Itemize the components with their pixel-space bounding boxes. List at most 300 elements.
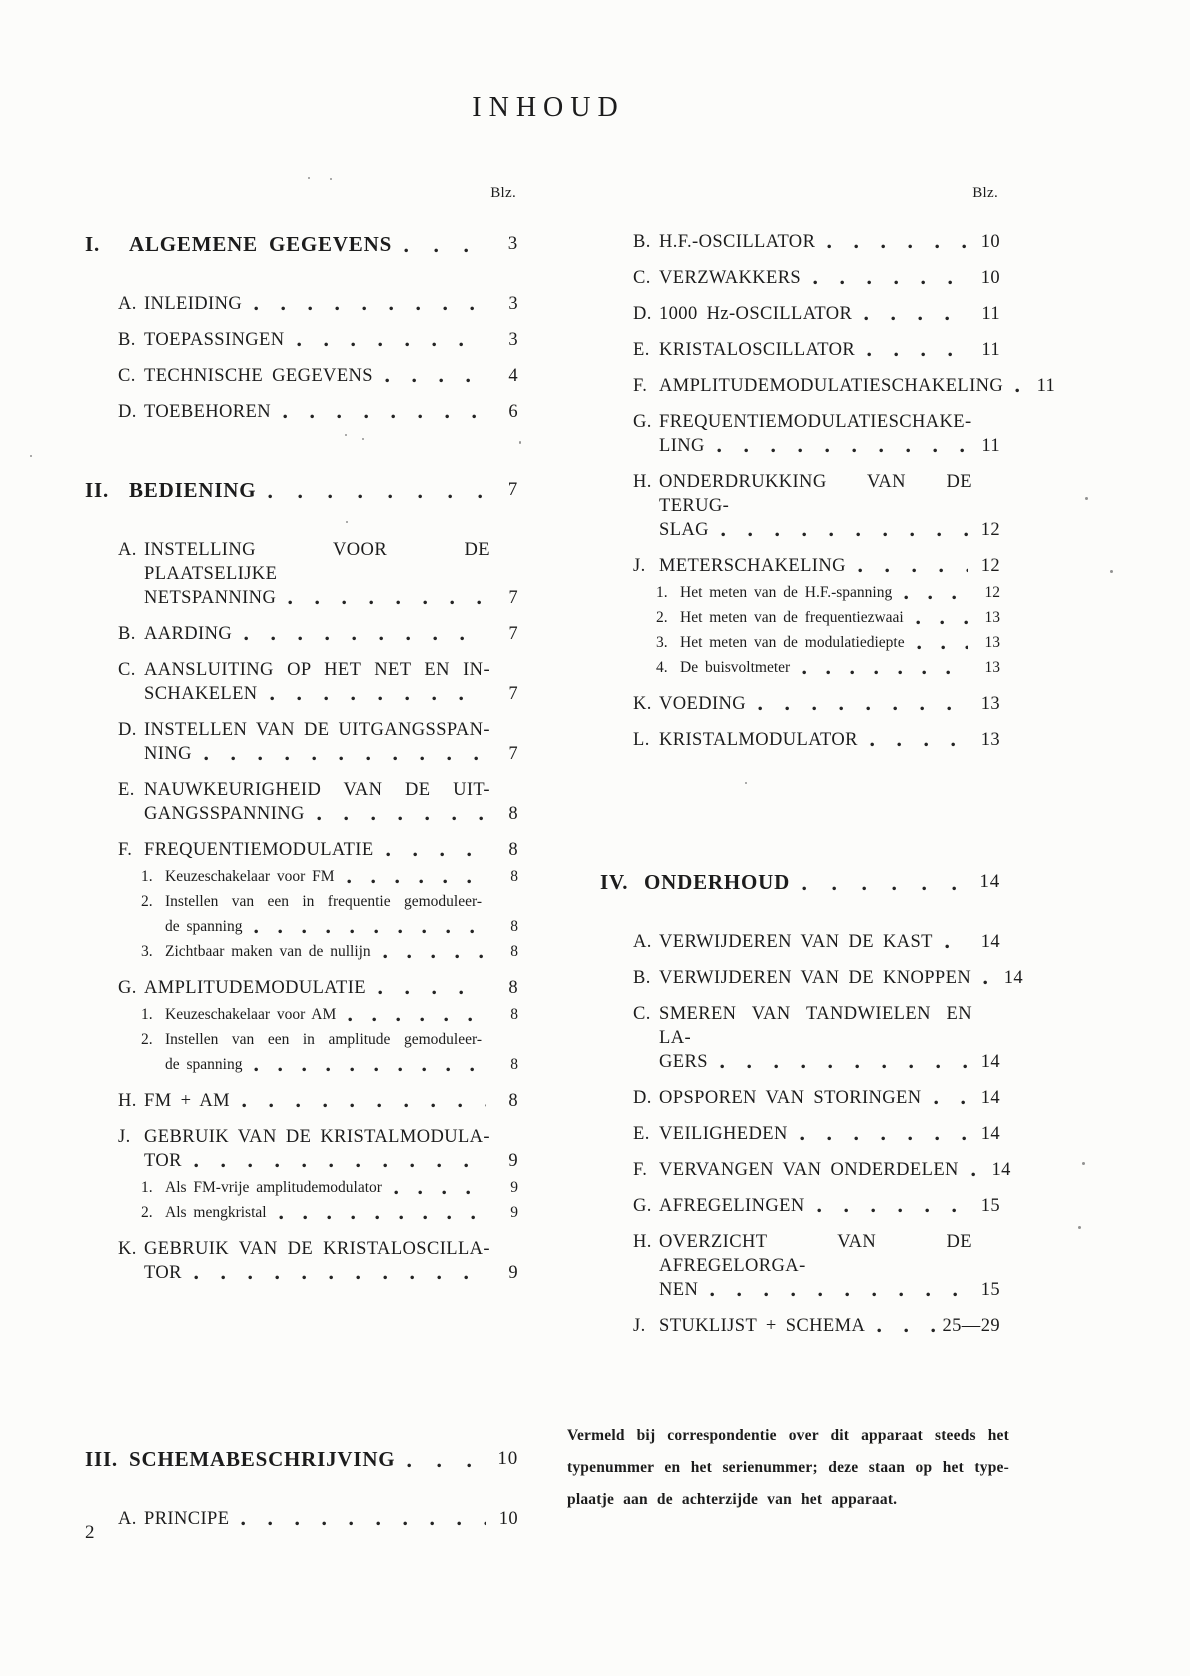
toc-section xyxy=(600,868,1024,1338)
toc-item-body xyxy=(144,292,518,316)
scan-speck xyxy=(1082,1162,1085,1165)
leader-dots xyxy=(858,559,968,578)
toc-section xyxy=(85,230,518,424)
toc-item xyxy=(118,622,518,646)
toc-column-left xyxy=(85,185,518,1531)
toc-item-marker: C. xyxy=(633,1004,651,1024)
leader-dots xyxy=(194,1266,486,1285)
toc-item-label: 1000 Hz-OSCILLATOR xyxy=(659,304,853,324)
leader-dots xyxy=(867,343,968,362)
toc-page-number: 8 xyxy=(510,918,518,935)
toc-subitem xyxy=(141,1175,518,1200)
toc-item xyxy=(633,266,1000,290)
toc-item-marker: J. xyxy=(633,556,646,576)
page-title: INHOUD xyxy=(472,92,625,123)
toc-item-body xyxy=(165,864,518,889)
toc-item xyxy=(118,718,518,766)
toc-page-number: 8 xyxy=(510,943,518,960)
toc-item-marker: B. xyxy=(633,968,651,988)
toc-item-marker: J. xyxy=(633,1316,646,1336)
toc-item-label: TOR xyxy=(144,1151,182,1171)
toc-item-label: INLEIDING xyxy=(144,294,243,314)
toc-sub-list xyxy=(600,580,1000,680)
leader-dots xyxy=(817,1199,968,1218)
toc-item xyxy=(118,1237,518,1285)
toc-item-marker: A. xyxy=(118,1509,137,1529)
toc-item-body xyxy=(659,1194,1000,1218)
leader-dots xyxy=(934,1091,969,1110)
toc-item-marker: H. xyxy=(118,1091,137,1111)
toc-item-marker: B. xyxy=(633,232,651,252)
scan-speck xyxy=(308,177,310,179)
toc-item-label: GERS xyxy=(659,1052,708,1072)
leader-dots xyxy=(721,523,968,542)
toc-item-body xyxy=(144,1125,518,1173)
toc-item-body xyxy=(144,364,518,388)
toc-item-label: NETSPANNING xyxy=(144,588,277,608)
toc-item-marker: B. xyxy=(118,330,136,350)
toc-item-label: STUKLIJST + SCHEMA xyxy=(659,1316,866,1336)
toc-item-line: AANSLUITING OP HET NET EN IN- xyxy=(144,660,490,680)
toc-item-body xyxy=(680,580,1000,605)
toc-section-numeral: III. xyxy=(85,1447,118,1471)
toc-section-items xyxy=(85,538,518,1285)
toc-page-number: 13 xyxy=(984,609,1000,626)
leader-dots xyxy=(268,482,486,504)
leader-dots xyxy=(347,873,486,889)
leader-dots xyxy=(717,439,968,458)
toc-item xyxy=(633,410,1000,458)
toc-page-number: 8 xyxy=(508,1091,518,1111)
leader-dots xyxy=(383,948,486,964)
toc-item-marker: F. xyxy=(633,1160,648,1180)
toc-item xyxy=(118,658,518,706)
toc-page-number: 7 xyxy=(508,744,518,764)
toc-item-marker: A. xyxy=(633,932,652,952)
toc-item xyxy=(633,1314,1000,1338)
toc-item-line: OVERZICHT VAN DE AFREGELORGA- xyxy=(659,1232,972,1276)
toc-section-items xyxy=(85,1507,518,1531)
toc-item-body xyxy=(659,1158,1011,1182)
toc-item-label: Zichtbaar maken van de nullijn xyxy=(165,943,371,960)
toc-section xyxy=(85,1445,518,1531)
toc-subitem xyxy=(141,1200,518,1225)
toc-page-number: 15 xyxy=(980,1280,1000,1300)
page-column-label: Blz. xyxy=(490,185,516,201)
toc-item-marker: 1. xyxy=(141,1179,153,1196)
leader-dots xyxy=(800,1127,968,1146)
footnote xyxy=(567,1420,1009,1516)
toc-entries-right xyxy=(600,230,1056,1338)
toc-item-marker: B. xyxy=(118,624,136,644)
leader-dots xyxy=(288,591,486,610)
toc-subitem xyxy=(141,889,518,939)
toc-item-body xyxy=(165,1200,518,1225)
toc-item xyxy=(633,966,1024,990)
toc-subitem xyxy=(656,630,1000,655)
toc-section-heading xyxy=(85,1445,518,1473)
toc-item-line: SMEREN VAN TANDWIELEN EN LA- xyxy=(659,1004,972,1048)
toc-page-number: 10 xyxy=(497,1448,518,1469)
toc-page-number: 10 xyxy=(980,232,1000,252)
toc-item-label: PRINCIPE xyxy=(144,1509,230,1529)
toc-item-marker: G. xyxy=(633,1196,652,1216)
toc-item-marker: D. xyxy=(633,304,652,324)
toc-section-numeral: I. xyxy=(85,232,101,256)
toc-item-line: Instellen van een in amplitude gemoduleer- xyxy=(165,1031,482,1048)
toc-item xyxy=(118,364,518,388)
toc-item-label: AMPLITUDEMODULATIESCHAKELING xyxy=(659,376,1004,396)
toc-page-number: 9 xyxy=(510,1204,518,1221)
toc-item-body xyxy=(659,1314,1000,1338)
toc-section-heading xyxy=(85,476,518,504)
toc-page-number: 9 xyxy=(510,1179,518,1196)
toc-item-label: GANGSSPANNING xyxy=(144,804,305,824)
toc-item xyxy=(118,1125,518,1173)
toc-item-label: TOR xyxy=(144,1263,182,1283)
toc-item-marker: J. xyxy=(118,1127,131,1147)
toc-section-items xyxy=(85,292,518,424)
toc-item-body xyxy=(144,838,518,862)
leader-dots xyxy=(244,627,486,646)
toc-item xyxy=(118,292,518,316)
toc-item-marker: A. xyxy=(118,540,137,560)
toc-subitem xyxy=(141,1027,518,1077)
toc-item-label: KRISTALOSCILLATOR xyxy=(659,340,856,360)
toc-item-body xyxy=(144,778,518,826)
toc-item-label: LING xyxy=(659,436,705,456)
toc-item-body xyxy=(659,692,1000,716)
toc-section-heading xyxy=(85,230,518,258)
toc-item-label: Keuzeschakelaar voor AM xyxy=(165,1006,337,1023)
toc-section-numeral: IV. xyxy=(600,870,629,894)
toc-item-marker: 3. xyxy=(656,634,668,651)
leader-dots xyxy=(710,1283,968,1302)
toc-item-line: Instellen van een in frequentie gemoduleer- xyxy=(165,893,482,910)
toc-item-body xyxy=(659,554,1000,578)
leader-dots xyxy=(254,923,486,939)
toc-item-marker: C. xyxy=(118,366,136,386)
toc-section-title: ALGEMENE GEGEVENS xyxy=(129,232,393,256)
toc-subitem xyxy=(656,605,1000,630)
leader-dots xyxy=(983,971,991,990)
toc-sub-list xyxy=(85,1175,518,1225)
leader-dots xyxy=(297,333,487,352)
toc-item xyxy=(633,1158,1011,1182)
toc-item-marker: E. xyxy=(633,1124,650,1144)
toc-page-number: 25—29 xyxy=(942,1316,1000,1336)
toc-item-marker: K. xyxy=(118,1239,137,1259)
page-number: 2 xyxy=(85,1522,95,1543)
toc-page-number: 12 xyxy=(984,584,1000,601)
toc-page-number: 13 xyxy=(980,694,1000,714)
toc-item-label: VERVANGEN VAN ONDERDELEN xyxy=(659,1160,959,1180)
toc-item xyxy=(633,930,1000,954)
toc-page-number: 8 xyxy=(508,978,518,998)
toc-item-body xyxy=(659,338,1000,362)
leader-dots xyxy=(917,639,968,655)
toc-item-label: Als FM-vrije amplitudemodulator xyxy=(165,1179,382,1196)
toc-section-items xyxy=(600,930,1024,1338)
toc-subitem xyxy=(656,655,1000,680)
toc-item-label: Het meten van de modulatiediepte xyxy=(680,634,905,651)
toc-item-label: de spanning xyxy=(165,1056,243,1073)
toc-item xyxy=(633,1086,1000,1110)
toc-item-line: NAUWKEURIGHEID VAN DE UIT- xyxy=(144,780,490,800)
leader-dots xyxy=(317,807,486,826)
leader-dots xyxy=(758,697,968,716)
toc-item xyxy=(633,692,1000,716)
toc-page-number: 9 xyxy=(508,1263,518,1283)
toc-page-number: 3 xyxy=(508,294,518,314)
toc-page-number: 11 xyxy=(1036,376,1056,396)
toc-page-number: 14 xyxy=(1003,968,1024,988)
toc-item-label: Keuzeschakelaar voor FM xyxy=(165,868,335,885)
toc-subitem xyxy=(141,864,518,889)
toc-item-label: AARDING xyxy=(144,624,233,644)
toc-entries-left xyxy=(85,230,518,1531)
toc-item xyxy=(633,1122,1000,1146)
toc-item-body xyxy=(144,976,518,1000)
toc-item-label: VERWIJDEREN VAN DE KAST xyxy=(659,932,933,952)
toc-item-body xyxy=(659,374,1056,398)
toc-column-right xyxy=(600,185,1056,1338)
toc-subitem xyxy=(141,1002,518,1027)
leader-dots xyxy=(254,1061,486,1077)
toc-page-number: 7 xyxy=(508,624,518,644)
leader-dots xyxy=(916,614,968,630)
toc-item-body xyxy=(659,1230,1000,1302)
leader-dots xyxy=(813,271,968,290)
leader-dots xyxy=(720,1055,968,1074)
toc-page-number: 3 xyxy=(508,330,518,350)
toc-item-marker: G. xyxy=(633,412,652,432)
toc-section-title: SCHEMABESCHRIJVING xyxy=(129,1447,396,1471)
toc-item-marker: 4. xyxy=(656,659,668,676)
toc-item-marker: 3. xyxy=(141,943,153,960)
toc-item-marker: G. xyxy=(118,978,137,998)
toc-item-body xyxy=(144,658,518,706)
toc-item-body xyxy=(144,538,518,610)
leader-dots xyxy=(204,747,486,766)
toc-item-marker: 2. xyxy=(141,893,153,910)
toc-item-line: GEBRUIK VAN DE KRISTALMODULA- xyxy=(144,1127,490,1147)
toc-item-label: KRISTALMODULATOR xyxy=(659,730,858,750)
toc-page-number: 14 xyxy=(979,871,1000,892)
toc-item-label: OPSPOREN VAN STORINGEN xyxy=(659,1088,922,1108)
toc-item-body xyxy=(144,1237,518,1285)
toc-item-body xyxy=(659,966,1024,990)
toc-page-number: 14 xyxy=(991,1160,1011,1180)
toc-item xyxy=(633,728,1000,752)
leader-dots xyxy=(348,1011,486,1027)
toc-section xyxy=(600,230,1056,752)
toc-page-number: 14 xyxy=(980,932,1000,952)
toc-item-body xyxy=(680,630,1000,655)
toc-item-marker: H. xyxy=(633,1232,652,1252)
toc-page-number: 12 xyxy=(980,556,1000,576)
leader-dots xyxy=(242,1094,486,1113)
toc-item-body xyxy=(144,328,518,352)
toc-item-body xyxy=(165,1175,518,1200)
toc-item-line: FREQUENTIEMODULATIESCHAKE- xyxy=(659,412,972,432)
toc-item-line: GEBRUIK VAN DE KRISTALOSCILLA- xyxy=(144,1239,490,1259)
toc-item-marker: E. xyxy=(118,780,135,800)
toc-item-label: NING xyxy=(144,744,192,764)
scan-speck xyxy=(1078,1226,1081,1229)
toc-item-marker: 1. xyxy=(141,1006,153,1023)
toc-item-body xyxy=(144,622,518,646)
scan-speck xyxy=(362,438,364,440)
toc-page-number: 11 xyxy=(981,304,1000,324)
toc-item xyxy=(633,554,1000,578)
toc-page-number: 12 xyxy=(980,520,1000,540)
toc-item-label: de spanning xyxy=(165,918,243,935)
toc-section-heading xyxy=(600,868,1000,896)
toc-sub-list xyxy=(85,1002,518,1077)
toc-page-number: 8 xyxy=(508,840,518,860)
toc-item-body xyxy=(144,1089,518,1113)
scan-speck xyxy=(519,441,521,444)
leader-dots xyxy=(802,874,968,896)
toc-item-body xyxy=(165,1002,518,1027)
toc-item xyxy=(118,400,518,424)
leader-dots xyxy=(877,1319,936,1338)
toc-item xyxy=(633,1002,1000,1074)
toc-page-number: 14 xyxy=(980,1088,1000,1108)
toc-item-label: SCHAKELEN xyxy=(144,684,258,704)
toc-item-marker: 2. xyxy=(141,1031,153,1048)
toc-item-label: Het meten van de H.F.-spanning xyxy=(680,584,893,601)
leader-dots xyxy=(385,369,486,388)
toc-item-body xyxy=(659,930,1000,954)
toc-item-marker: F. xyxy=(633,376,648,396)
toc-item-body xyxy=(165,889,518,939)
toc-item-body xyxy=(659,1122,1000,1146)
toc-item-body xyxy=(680,655,1000,680)
toc-item-body xyxy=(659,470,1000,542)
footnote-line: plaatje aan de achterzijde van het apparaat. xyxy=(567,1491,898,1508)
toc-page-number: 7 xyxy=(508,588,518,608)
toc-item-body xyxy=(659,1002,1000,1074)
toc-sub-list xyxy=(85,864,518,964)
toc-page-number: 4 xyxy=(508,366,518,386)
toc-item xyxy=(118,328,518,352)
toc-item xyxy=(633,1230,1000,1302)
toc-item-marker: H. xyxy=(633,472,652,492)
scan-speck xyxy=(330,178,332,180)
toc-item-marker: D. xyxy=(118,720,137,740)
toc-item-label: TOEBEHOREN xyxy=(144,402,271,422)
scan-speck xyxy=(345,434,347,436)
toc-item-body xyxy=(659,302,1000,326)
leader-dots xyxy=(394,1184,486,1200)
toc-section-items xyxy=(600,230,1056,752)
toc-page-number: 14 xyxy=(980,1052,1000,1072)
toc-item-line: INSTELLING VOOR DE PLAATSELIJKE xyxy=(144,540,490,584)
toc-section-title: ONDERHOUD xyxy=(644,870,791,894)
toc-item-marker: D. xyxy=(118,402,137,422)
leader-dots xyxy=(971,1163,979,1182)
toc-section-title: BEDIENING xyxy=(129,478,257,502)
toc-item-label: AFREGELINGEN xyxy=(659,1196,805,1216)
toc-item xyxy=(633,1194,1000,1218)
toc-item xyxy=(118,1089,518,1113)
toc-page-number: 14 xyxy=(980,1124,1000,1144)
toc-page-number: 8 xyxy=(510,1006,518,1023)
footnote-line: Vermeld bij correspondentie over dit apparaat steeds het xyxy=(567,1427,1009,1444)
toc-item xyxy=(118,1507,518,1531)
toc-item xyxy=(633,230,1000,254)
scan-speck xyxy=(1110,570,1113,573)
toc-item-label: Het meten van de frequentiezwaai xyxy=(680,609,904,626)
toc-item-body xyxy=(165,939,518,964)
toc-subitem xyxy=(656,580,1000,605)
toc-item-label: Als mengkristal xyxy=(165,1204,267,1221)
leader-dots xyxy=(270,687,486,706)
toc-item xyxy=(118,538,518,610)
leader-dots xyxy=(827,235,968,254)
toc-item-marker: E. xyxy=(633,340,650,360)
leader-dots xyxy=(864,307,968,326)
toc-item-line: ONDERDRUKKING VAN DE TERUG- xyxy=(659,472,972,516)
toc-item xyxy=(118,976,518,1000)
toc-item-label: AMPLITUDEMODULATIE xyxy=(144,978,366,998)
toc-item-body xyxy=(659,1086,1000,1110)
leader-dots xyxy=(283,405,486,424)
toc-item xyxy=(118,838,518,862)
toc-page-number: 10 xyxy=(980,268,1000,288)
toc-item-body xyxy=(659,410,1000,458)
leader-dots xyxy=(241,1512,486,1531)
toc-item-label: H.F.-OSCILLATOR xyxy=(659,232,816,252)
toc-page-number: 8 xyxy=(510,868,518,885)
toc-page-number: 11 xyxy=(981,340,1000,360)
toc-item-label: VERWIJDEREN VAN DE KNOPPEN xyxy=(659,968,972,988)
toc-page-number: 6 xyxy=(508,402,518,422)
scan-speck xyxy=(745,782,747,784)
toc-item-marker: 2. xyxy=(656,609,668,626)
toc-page-number: 7 xyxy=(507,479,518,500)
toc-item-marker: 1. xyxy=(141,868,153,885)
scan-speck xyxy=(30,455,32,457)
leader-dots xyxy=(802,664,968,680)
toc-item-body xyxy=(165,1027,518,1077)
leader-dots xyxy=(254,297,486,316)
toc-item-body xyxy=(144,1507,518,1531)
toc-item xyxy=(118,778,518,826)
toc-item-body xyxy=(659,266,1000,290)
toc-page-number: 7 xyxy=(508,684,518,704)
toc-item-marker: L. xyxy=(633,730,650,750)
toc-item-label: SLAG xyxy=(659,520,709,540)
toc-item-marker: C. xyxy=(633,268,651,288)
toc-item-label: VEILIGHEDEN xyxy=(659,1124,788,1144)
toc-subitem xyxy=(141,939,518,964)
toc-item-label: VOEDING xyxy=(659,694,747,714)
toc-page-number: 13 xyxy=(984,634,1000,651)
leader-dots xyxy=(279,1209,486,1225)
toc-item-marker: F. xyxy=(118,840,133,860)
toc-item-label: TOEPASSINGEN xyxy=(144,330,285,350)
toc-section-numeral: II. xyxy=(85,478,109,502)
toc-page-number: 13 xyxy=(984,659,1000,676)
toc-item-body xyxy=(144,400,518,424)
toc-page-number: 8 xyxy=(508,804,518,824)
leader-dots xyxy=(1015,379,1023,398)
toc-item-body xyxy=(144,718,518,766)
toc-item xyxy=(633,302,1000,326)
